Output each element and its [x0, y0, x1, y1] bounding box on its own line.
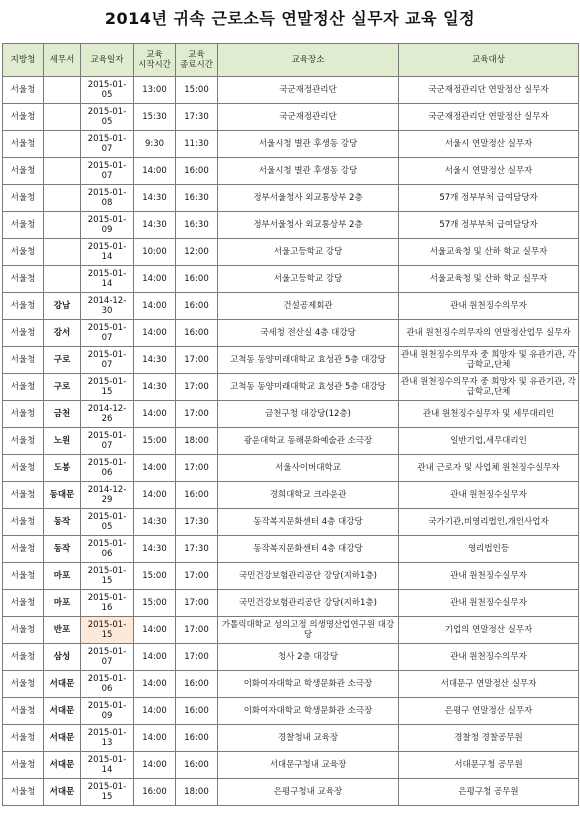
cell-region: 서울청: [3, 158, 44, 185]
cell-office: [44, 104, 81, 131]
cell-start-time: 14:00: [134, 752, 176, 779]
cell-start-time: 15:30: [134, 104, 176, 131]
cell-target: 57개 정부부처 급여담당자: [399, 185, 579, 212]
schedule-table: [2, 43, 579, 806]
cell-place: 서울사이버대학교: [218, 455, 399, 482]
cell-start-time: 9:30: [134, 131, 176, 158]
cell-target: 서대문구청 공무원: [399, 752, 579, 779]
cell-office: 노원: [44, 428, 81, 455]
cell-date: 2015-01-15: [81, 374, 134, 401]
cell-target: 기업의 연말정산 실무자: [399, 617, 579, 644]
cell-place: 경희대학교 크라운관: [218, 482, 399, 509]
table-row: [3, 239, 579, 266]
cell-target: 관내 원천징수의무자: [399, 644, 579, 671]
cell-date: 2015-01-07: [81, 644, 134, 671]
cell-target: 관내 원천징수의무자 중 희망자 및 유관기관, 각급학교,단체: [399, 347, 579, 374]
cell-region: 서울청: [3, 239, 44, 266]
cell-office: [44, 239, 81, 266]
cell-end-time: 17:00: [176, 617, 218, 644]
cell-target: 57개 정부부처 급여담당자: [399, 212, 579, 239]
cell-end-time: 17:30: [176, 104, 218, 131]
cell-end-time: 17:00: [176, 644, 218, 671]
cell-start-time: 16:00: [134, 779, 176, 806]
cell-target: 관내 원천징수실무자: [399, 590, 579, 617]
table-row: [3, 266, 579, 293]
table-row: [3, 158, 579, 185]
cell-region: 서울청: [3, 131, 44, 158]
cell-region: 서울청: [3, 590, 44, 617]
table-row: [3, 590, 579, 617]
page-title: 2014년 귀속 근로소득 연말정산 실무자 교육 일정: [104, 9, 476, 28]
cell-date: 2014-12-26: [81, 401, 134, 428]
cell-place: 정부서울청사 외교통상부 2층: [218, 185, 399, 212]
cell-region: 서울청: [3, 212, 44, 239]
cell-place: 이화여자대학교 학생문화관 소극장: [218, 671, 399, 698]
table-row: [3, 671, 579, 698]
cell-region: 서울청: [3, 698, 44, 725]
cell-end-time: 16:00: [176, 752, 218, 779]
cell-office: 서대문: [44, 779, 81, 806]
cell-end-time: 17:00: [176, 374, 218, 401]
cell-date: 2015-01-06: [81, 455, 134, 482]
cell-start-time: 15:00: [134, 563, 176, 590]
cell-date: 2015-01-05: [81, 77, 134, 104]
cell-region: 서울청: [3, 401, 44, 428]
cell-start-time: 14:30: [134, 509, 176, 536]
cell-place: 청사 2층 대강당: [218, 644, 399, 671]
cell-place: 동작복지문화센터 4층 대강당: [218, 509, 399, 536]
cell-place: 국군재정관리단: [218, 104, 399, 131]
cell-place: 서대문구청내 교육장: [218, 752, 399, 779]
cell-target: 서대문구 연말정산 실무자: [399, 671, 579, 698]
cell-target: 국군재정관리단 연말정산 실무자: [399, 77, 579, 104]
cell-place: 은평구청내 교육장: [218, 779, 399, 806]
header-region: 지방청: [3, 44, 44, 77]
cell-start-time: 14:00: [134, 401, 176, 428]
cell-place: 가톨릭대학교 성의고정 의생명산업연구원 대강당: [218, 617, 399, 644]
table-row: [3, 536, 579, 563]
cell-office: 구로: [44, 374, 81, 401]
cell-end-time: 17:00: [176, 455, 218, 482]
cell-office: [44, 158, 81, 185]
cell-end-time: 17:00: [176, 401, 218, 428]
cell-region: 서울청: [3, 320, 44, 347]
cell-end-time: 11:30: [176, 131, 218, 158]
cell-office: 강서: [44, 320, 81, 347]
cell-office: [44, 266, 81, 293]
cell-start-time: 14:00: [134, 617, 176, 644]
cell-start-time: 14:30: [134, 212, 176, 239]
cell-place: 이화여자대학교 학생문화관 소극장: [218, 698, 399, 725]
cell-region: 서울청: [3, 482, 44, 509]
cell-target: 서울시 연말정산 실무자: [399, 158, 579, 185]
cell-date: 2015-01-08: [81, 185, 134, 212]
cell-date: 2014-12-30: [81, 293, 134, 320]
cell-date: 2015-01-14: [81, 266, 134, 293]
cell-date: 2015-01-13: [81, 725, 134, 752]
cell-office: 동작: [44, 536, 81, 563]
table-row: [3, 401, 579, 428]
cell-start-time: 14:00: [134, 482, 176, 509]
cell-region: 서울청: [3, 671, 44, 698]
table-row: [3, 131, 579, 158]
header-date: 교육일자: [81, 44, 134, 77]
cell-place: 광운대학교 동해문화예술관 소극장: [218, 428, 399, 455]
cell-office: 금천: [44, 401, 81, 428]
cell-office: [44, 131, 81, 158]
cell-start-time: 14:00: [134, 293, 176, 320]
cell-end-time: 16:00: [176, 320, 218, 347]
table-row: [3, 482, 579, 509]
cell-date: 2015-01-06: [81, 536, 134, 563]
cell-place: 서울시청 별관 후생동 강당: [218, 131, 399, 158]
cell-start-time: 15:00: [134, 428, 176, 455]
cell-target: 관내 원천징수실무자: [399, 482, 579, 509]
cell-target: 국군재정관리단 연말정산 실무자: [399, 104, 579, 131]
cell-end-time: 16:00: [176, 671, 218, 698]
cell-date: 2015-01-15: [81, 779, 134, 806]
table-row: [3, 293, 579, 320]
cell-office: 서대문: [44, 671, 81, 698]
cell-date: 2015-01-07: [81, 131, 134, 158]
cell-start-time: 14:00: [134, 320, 176, 347]
table-row: [3, 347, 579, 374]
cell-target: 서울시 연말정산 실무자: [399, 131, 579, 158]
cell-place: 고척동 동양미래대학교 효성관 5층 대강당: [218, 374, 399, 401]
cell-target: 은평구청 공무원: [399, 779, 579, 806]
cell-office: 동대문: [44, 482, 81, 509]
cell-region: 서울청: [3, 509, 44, 536]
cell-target: 경찰청 경찰공무원: [399, 725, 579, 752]
cell-date: 2015-01-09: [81, 698, 134, 725]
header-office: 세무서: [44, 44, 81, 77]
header-start-time: 교육 시작시간: [134, 44, 176, 77]
cell-end-time: 17:00: [176, 347, 218, 374]
cell-target: 관내 원천징수의무자의 연말정산업무 실무자: [399, 320, 579, 347]
cell-region: 서울청: [3, 266, 44, 293]
cell-start-time: 14:00: [134, 266, 176, 293]
cell-date: 2015-01-09: [81, 212, 134, 239]
table-row: [3, 752, 579, 779]
cell-region: 서울청: [3, 725, 44, 752]
cell-office: 도봉: [44, 455, 81, 482]
cell-start-time: 15:00: [134, 590, 176, 617]
cell-region: 서울청: [3, 293, 44, 320]
cell-start-time: 14:30: [134, 347, 176, 374]
cell-date: 2015-01-05: [81, 509, 134, 536]
cell-office: 강남: [44, 293, 81, 320]
table-row: [3, 185, 579, 212]
cell-place: 정부서울청사 외교통상부 2층: [218, 212, 399, 239]
cell-target: 관내 원천징수실무자: [399, 563, 579, 590]
cell-start-time: 14:00: [134, 644, 176, 671]
cell-target: 관내 근로자 및 사업체 원천징수실무자: [399, 455, 579, 482]
cell-end-time: 16:30: [176, 212, 218, 239]
cell-date: 2015-01-15: [81, 563, 134, 590]
cell-office: [44, 77, 81, 104]
cell-place: 서울시청 별관 후생동 강당: [218, 158, 399, 185]
table-row: [3, 563, 579, 590]
table-row: [3, 428, 579, 455]
cell-start-time: 14:00: [134, 158, 176, 185]
cell-office: 삼성: [44, 644, 81, 671]
cell-place: 서울고등학교 강당: [218, 266, 399, 293]
cell-start-time: 14:00: [134, 698, 176, 725]
cell-end-time: 17:00: [176, 563, 218, 590]
cell-end-time: 18:00: [176, 779, 218, 806]
cell-end-time: 16:30: [176, 185, 218, 212]
cell-start-time: 14:00: [134, 455, 176, 482]
cell-start-time: 14:30: [134, 374, 176, 401]
cell-end-time: 16:00: [176, 482, 218, 509]
cell-place: 금천구청 대강당(12층): [218, 401, 399, 428]
cell-region: 서울청: [3, 752, 44, 779]
cell-region: 서울청: [3, 77, 44, 104]
cell-start-time: 14:30: [134, 536, 176, 563]
cell-office: 구로: [44, 347, 81, 374]
table-row: [3, 77, 579, 104]
cell-region: 서울청: [3, 185, 44, 212]
cell-end-time: 12:00: [176, 239, 218, 266]
cell-end-time: 15:00: [176, 77, 218, 104]
cell-target: 은평구 연말정산 실무자: [399, 698, 579, 725]
table-row: [3, 509, 579, 536]
cell-end-time: 16:00: [176, 698, 218, 725]
cell-end-time: 17:00: [176, 590, 218, 617]
cell-region: 서울청: [3, 428, 44, 455]
cell-end-time: 16:00: [176, 158, 218, 185]
table-row: [3, 374, 579, 401]
table-row: [3, 104, 579, 131]
cell-place: 고척동 동양미래대학교 효성관 5층 대강당: [218, 347, 399, 374]
cell-date: 2015-01-07: [81, 347, 134, 374]
cell-region: 서울청: [3, 374, 44, 401]
cell-office: 서대문: [44, 725, 81, 752]
cell-region: 서울청: [3, 644, 44, 671]
cell-place: 국군재정관리단: [218, 77, 399, 104]
cell-target: 국가기관,비영리법인,개인사업자: [399, 509, 579, 536]
cell-place: 서울고등학교 강당: [218, 239, 399, 266]
cell-start-time: 10:00: [134, 239, 176, 266]
cell-region: 서울청: [3, 347, 44, 374]
header-place: 교육장소: [218, 44, 399, 77]
cell-region: 서울청: [3, 779, 44, 806]
cell-place: 국민건강보험관리공단 강당(지하1층): [218, 590, 399, 617]
table-row: [3, 320, 579, 347]
header-row: [3, 44, 579, 77]
cell-start-time: 14:30: [134, 185, 176, 212]
cell-end-time: 16:00: [176, 266, 218, 293]
cell-date: 2015-01-14: [81, 239, 134, 266]
cell-office: [44, 185, 81, 212]
cell-office: 마포: [44, 563, 81, 590]
cell-target: 일반기업,세무대리인: [399, 428, 579, 455]
cell-date: 2015-01-07: [81, 320, 134, 347]
cell-start-time: 14:00: [134, 725, 176, 752]
cell-date: 2015-01-15: [81, 617, 134, 644]
cell-date: 2014-12-29: [81, 482, 134, 509]
cell-region: 서울청: [3, 536, 44, 563]
cell-place: 국민건강보험관리공단 강당(지하1층): [218, 563, 399, 590]
cell-office: 서대문: [44, 752, 81, 779]
cell-date: 2015-01-05: [81, 104, 134, 131]
cell-target: 관내 원천징수실무자 및 세무대리인: [399, 401, 579, 428]
cell-office: 반포: [44, 617, 81, 644]
cell-place: 동작복지문화센터 4층 대강당: [218, 536, 399, 563]
cell-start-time: 13:00: [134, 77, 176, 104]
cell-date: 2015-01-06: [81, 671, 134, 698]
cell-target: 관내 원천징수의무자 중 희망자 및 유관기관, 각급학교,단체: [399, 374, 579, 401]
cell-office: 서대문: [44, 698, 81, 725]
cell-office: 마포: [44, 590, 81, 617]
cell-office: 동작: [44, 509, 81, 536]
cell-place: 경찰청내 교육장: [218, 725, 399, 752]
table-row: [3, 698, 579, 725]
cell-end-time: 16:00: [176, 725, 218, 752]
cell-region: 서울청: [3, 617, 44, 644]
table-row: [3, 644, 579, 671]
cell-region: 서울청: [3, 455, 44, 482]
cell-office: [44, 212, 81, 239]
cell-date: 2015-01-07: [81, 428, 134, 455]
cell-target: 서울교육청 및 산하 학교 실무자: [399, 239, 579, 266]
cell-region: 서울청: [3, 104, 44, 131]
header-end-time: 교육 종료시간: [176, 44, 218, 77]
cell-end-time: 17:30: [176, 509, 218, 536]
cell-place: 건설공제회관: [218, 293, 399, 320]
cell-end-time: 18:00: [176, 428, 218, 455]
cell-date: 2015-01-14: [81, 752, 134, 779]
cell-target: 관내 원천징수의무자: [399, 293, 579, 320]
cell-end-time: 16:00: [176, 293, 218, 320]
table-row: [3, 212, 579, 239]
cell-start-time: 14:00: [134, 671, 176, 698]
cell-target: 영리법인등: [399, 536, 579, 563]
table-row: [3, 779, 579, 806]
cell-date: 2015-01-16: [81, 590, 134, 617]
table-row: [3, 455, 579, 482]
header-target: 교육대상: [399, 44, 579, 77]
cell-date: 2015-01-07: [81, 158, 134, 185]
cell-region: 서울청: [3, 563, 44, 590]
cell-place: 국세청 전산실 4층 대강당: [218, 320, 399, 347]
table-row: [3, 617, 579, 644]
table-row: [3, 725, 579, 752]
cell-target: 서울교육청 및 산하 학교 실무자: [399, 266, 579, 293]
cell-end-time: 17:30: [176, 536, 218, 563]
